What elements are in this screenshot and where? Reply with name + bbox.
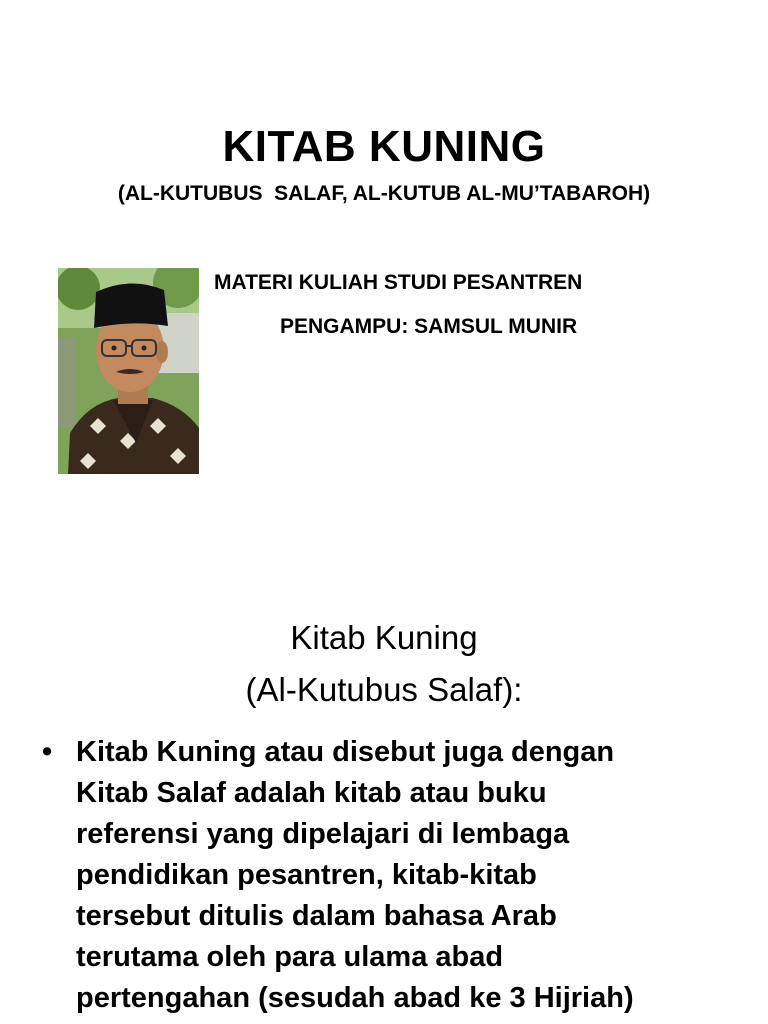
slide-title: KITAB KUNING <box>222 122 546 171</box>
bullet-text-line: pendidikan pesantren, kitab-kitab <box>76 859 537 891</box>
bullet-text-line: referensi yang dipelajari di lembaga <box>76 818 570 850</box>
slide-subtitle: (AL-KUTUBUS SALAF, AL-KUTUB AL-MU’TABAROH) <box>117 182 651 205</box>
bullet-text-line: Kitab Kuning atau disebut juga dengan <box>76 736 615 768</box>
slide-2-title-line-2: (Al-Kutubus Salaf): <box>245 671 523 708</box>
slide-2-title <box>0 612 768 716</box>
slide-2 <box>0 560 768 1024</box>
lecturer-photo <box>58 268 199 474</box>
bullet-text-line: Kitab Salaf adalah kitab atau buku <box>76 777 547 809</box>
bullet-text-line: tersebut ditulis dalam bahasa Arab <box>76 900 557 932</box>
bullet-text-line: pertengahan (sesudah abad ke 3 Hijriah) <box>76 982 634 1014</box>
bullet-list <box>42 732 762 1019</box>
bullet-item <box>42 732 762 1019</box>
bullet-text-line: terutama oleh para ulama abad <box>76 941 504 973</box>
bullet-icon: • <box>42 736 53 768</box>
slide-2-title-line-1: Kitab Kuning <box>290 619 478 656</box>
course-name: MATERI KULIAH STUDI PESANTREN <box>214 271 583 294</box>
lecturer-name: PENGAMPU: SAMSUL MUNIR <box>280 315 578 338</box>
